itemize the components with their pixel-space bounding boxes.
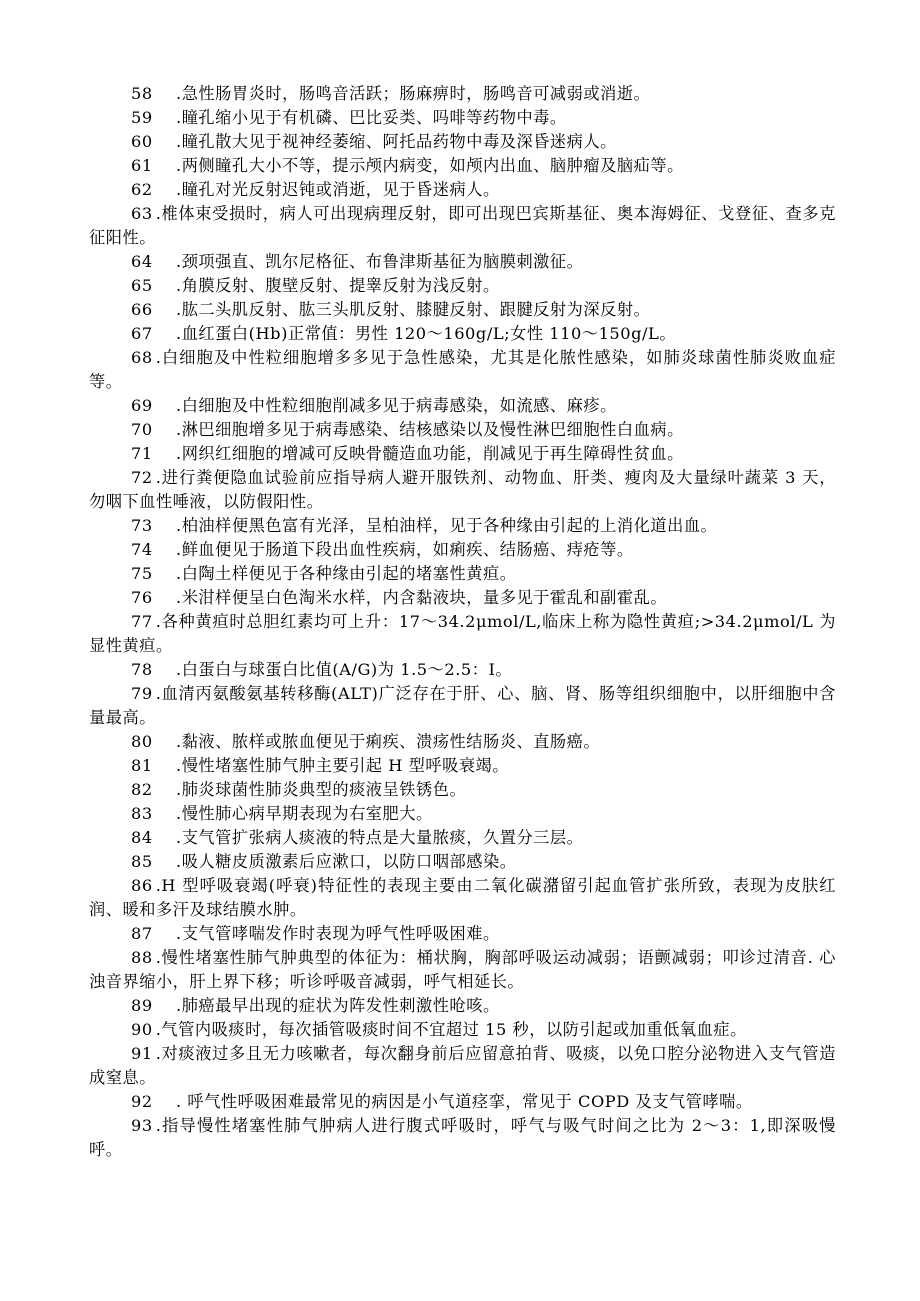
list-item — [89, 946, 836, 994]
numbered-list — [89, 82, 836, 1162]
item-number: 60 — [131, 132, 153, 151]
item-number: 58 — [131, 84, 153, 103]
list-item — [89, 922, 836, 946]
list-item — [89, 850, 836, 874]
item-text: .白细胞及中性粒细胞削减多见于病毒感染，如流感、麻疹。 — [176, 396, 617, 415]
item-number: 88 — [131, 948, 153, 967]
item-number: 79 — [131, 684, 153, 703]
list-item — [89, 1090, 836, 1114]
item-text: .各种黄疸时总胆红素均可上升：17～34.2μmol/L,临床上称为隐性黄疸;>34.2μmol/L 为显性黄疸。 — [89, 612, 836, 655]
item-text: .指导慢性堵塞性肺气肿病人进行腹式呼吸时，呼气与吸气时间之比为 2～3：1,即深吸慢呼。 — [89, 1116, 836, 1159]
item-text: .椎体束受损时，病人可出现病理反射，即可出现巴宾斯基征、奥本海姆征、戈登征、查多克征阳性。 — [89, 204, 836, 247]
list-item — [89, 514, 836, 538]
item-number: 67 — [131, 324, 153, 343]
item-text: .鲜血便见于肠道下段出血性疾病，如痢疾、结肠癌、痔疮等。 — [176, 540, 634, 559]
list-item — [89, 826, 836, 850]
list-item — [89, 562, 836, 586]
item-text: .进行粪便隐血试验前应指导病人避开服铁剂、动物血、肝类、瘦肉及大量绿叶蔬菜 3 天，勿咽下血性唾液，以防假阳性。 — [89, 468, 836, 511]
item-text: .H 型呼吸衰竭(呼衰)特征性的表现主要由二氧化碳潴留引起血管扩张所致，表现为皮肤红润、暖和多汗及球结膜水肿。 — [89, 876, 836, 919]
list-item — [89, 154, 836, 178]
list-item — [89, 394, 836, 418]
item-number: 84 — [131, 828, 153, 847]
item-text: .支气管哮喘发作时表现为呼气性呼吸困难。 — [176, 924, 500, 943]
list-item — [89, 274, 836, 298]
item-text: .米泔样便呈白色淘米水样，内含黏液块，量多见于霍乱和副霍乱。 — [176, 588, 668, 607]
item-number: 80 — [131, 732, 153, 751]
item-text: .慢性堵塞性肺气肿典型的体征为：桶状胸，胸部呼吸运动减弱；语颤减弱；叩诊过清音. 心浊音界缩小，肝上界下移；听诊呼吸音减弱，呼气相延长。 — [89, 948, 836, 991]
item-number: 64 — [131, 252, 153, 271]
item-text: .白细胞及中性粒细胞增多多见于急性感染，尤其是化脓性感染，如肺炎球菌性肺炎败血症等。 — [89, 348, 836, 391]
list-item — [89, 130, 836, 154]
list-item — [89, 442, 836, 466]
list-item — [89, 658, 836, 682]
item-text: .柏油样便黑色富有光泽，呈柏油样，见于各种缘由引起的上消化道出血。 — [176, 516, 718, 535]
list-item — [89, 178, 836, 202]
item-number: 93 — [131, 1116, 153, 1135]
item-text: .血清丙氨酸氨基转移酶(ALT)广泛存在于肝、心、脑、肾、肠等组织细胞中，以肝细胞中含量最高。 — [89, 684, 836, 727]
list-item — [89, 610, 836, 658]
item-text: .对痰液过多且无力咳嗽者，每次翻身前后应留意拍背、吸痰，以免口腔分泌物进入支气管造成窒息。 — [89, 1044, 836, 1087]
item-number: 78 — [131, 660, 153, 679]
item-text: .黏液、脓样或脓血便见于痢疾、溃疡性结肠炎、直肠癌。 — [176, 732, 601, 751]
list-item — [89, 754, 836, 778]
list-item — [89, 298, 836, 322]
list-item — [89, 682, 836, 730]
item-text: .血红蛋白(Hb)正常值：男性 120～160g/L;女性 110～150g/L。 — [176, 324, 677, 343]
item-number: 61 — [131, 156, 153, 175]
item-number: 62 — [131, 180, 153, 199]
item-text: . 呼气性呼吸困难最常见的病因是小气道痉挛，常见于 COPD 及支气管哮喘。 — [176, 1092, 753, 1111]
item-number: 85 — [131, 852, 153, 871]
item-text: .气管内吸痰时，每次插管吸痰时间不宜超过 15 秒，以防引起或加重低氧血症。 — [155, 1020, 747, 1039]
item-text: .肺癌最早出现的症状为阵发性刺激性呛咳。 — [176, 996, 500, 1015]
item-number: 68 — [131, 348, 153, 367]
item-number: 74 — [131, 540, 153, 559]
list-item — [89, 1018, 836, 1042]
item-number: 77 — [131, 612, 153, 631]
item-number: 65 — [131, 276, 153, 295]
list-item — [89, 82, 836, 106]
list-item — [89, 466, 836, 514]
list-item — [89, 538, 836, 562]
list-item — [89, 322, 836, 346]
item-number: 86 — [131, 876, 153, 895]
list-item — [89, 874, 836, 922]
item-number: 69 — [131, 396, 153, 415]
item-text: .白陶土样便见于各种缘由引起的堵塞性黄疸。 — [176, 564, 517, 583]
item-number: 83 — [131, 804, 153, 823]
item-number: 59 — [131, 108, 153, 127]
item-number: 73 — [131, 516, 153, 535]
list-item — [89, 1042, 836, 1090]
item-text: .急性肠胃炎时，肠鸣音活跃；肠麻痹时，肠鸣音可减弱或消逝。 — [176, 84, 651, 103]
item-text: .瞳孔缩小见于有机磷、巴比妥类、吗啡等药物中毒。 — [176, 108, 567, 127]
list-item — [89, 1114, 836, 1162]
list-item — [89, 106, 836, 130]
item-number: 81 — [131, 756, 153, 775]
item-text: .肱二头肌反射、肱三头肌反射、膝腱反射、跟腱反射为深反射。 — [176, 300, 651, 319]
item-number: 72 — [131, 468, 153, 487]
list-item — [89, 994, 836, 1018]
list-item — [89, 586, 836, 610]
item-number: 91 — [131, 1044, 153, 1063]
item-number: 87 — [131, 924, 153, 943]
list-item — [89, 250, 836, 274]
item-text: .颈项强直、凯尔尼格征、布鲁津斯基征为脑膜刺激征。 — [176, 252, 584, 271]
item-text: .慢性堵塞性肺气肿主要引起 H 型呼吸衰竭。 — [176, 756, 510, 775]
item-text: .吸人糖皮质激素后应漱口，以防口咽部感染。 — [176, 852, 517, 871]
item-text: .肺炎球菌性肺炎典型的痰液呈铁锈色。 — [176, 780, 467, 799]
list-item — [89, 730, 836, 754]
item-number: 66 — [131, 300, 153, 319]
list-item — [89, 802, 836, 826]
item-number: 76 — [131, 588, 153, 607]
item-number: 71 — [131, 444, 153, 463]
item-text: .慢性肺心病早期表现为右室肥大。 — [176, 804, 433, 823]
item-text: .淋巴细胞增多见于病毒感染、结核感染以及慢性淋巴细胞性白血病。 — [176, 420, 684, 439]
item-number: 92 — [131, 1092, 153, 1111]
item-text: .支气管扩张病人痰液的特点是大量脓痰，久置分三层。 — [176, 828, 584, 847]
item-number: 82 — [131, 780, 153, 799]
item-number: 90 — [131, 1020, 153, 1039]
item-text: .网织红细胞的增减可反映骨髓造血功能，削减见于再生障碍性贫血。 — [176, 444, 684, 463]
item-number: 63 — [131, 204, 153, 223]
list-item — [89, 778, 836, 802]
item-text: .瞳孔对光反射迟钝或消逝，见于昏迷病人。 — [176, 180, 500, 199]
list-item — [89, 346, 836, 394]
item-number: 70 — [131, 420, 153, 439]
item-text: .瞳孔散大见于视神经萎缩、阿托品药物中毒及深昏迷病人。 — [176, 132, 617, 151]
list-item — [89, 202, 836, 250]
item-number: 75 — [131, 564, 153, 583]
item-text: .白蛋白与球蛋白比值(A/G)为 1.5～2.5：I。 — [176, 660, 513, 679]
item-text: .两侧瞳孔大小不等，提示颅内病变，如颅内出血、脑肿瘤及脑疝等。 — [176, 156, 684, 175]
item-text: .角膜反射、腹壁反射、提睾反射为浅反射。 — [176, 276, 500, 295]
list-item — [89, 418, 836, 442]
item-number: 89 — [131, 996, 153, 1015]
